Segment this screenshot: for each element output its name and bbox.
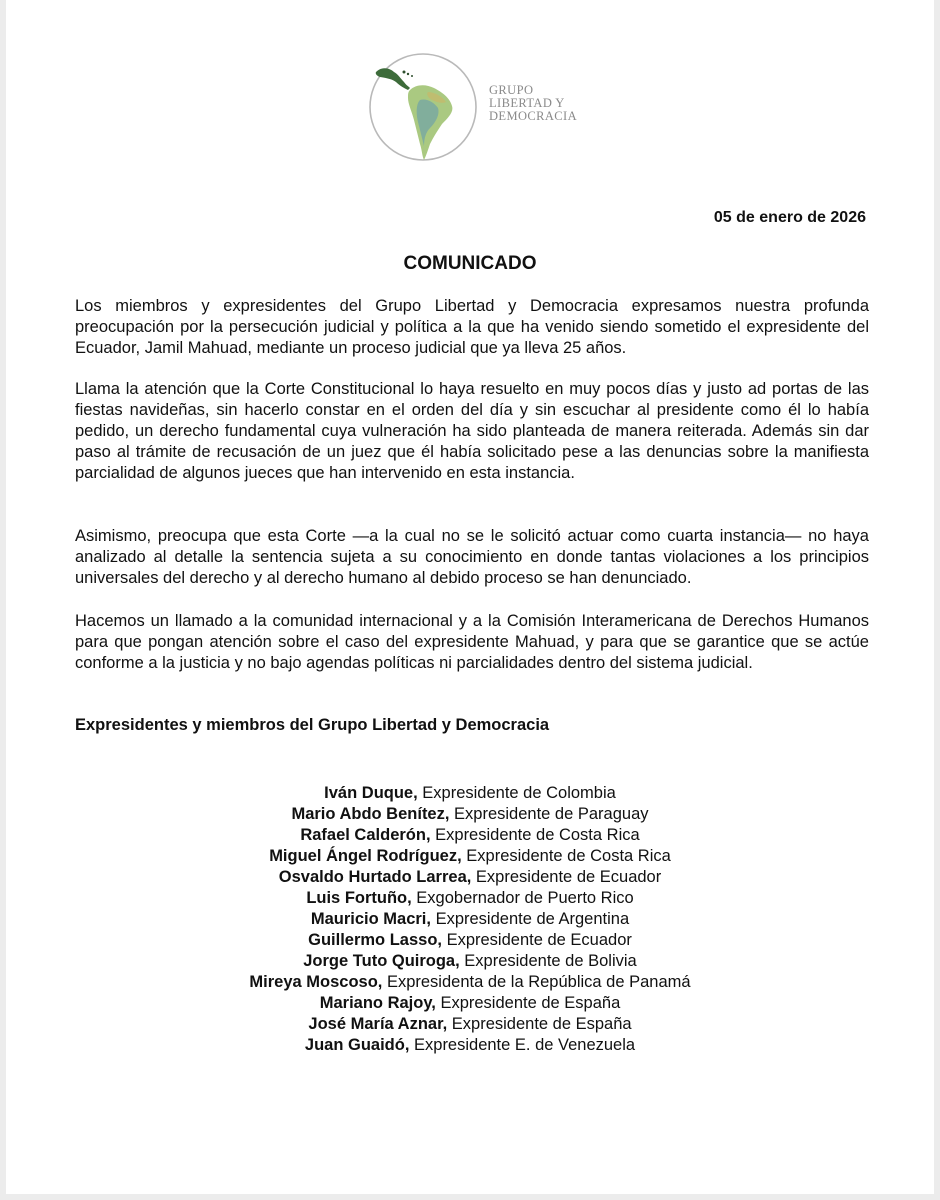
signatory-name: Osvaldo Hurtado Larrea, (278, 868, 472, 886)
signatory-role: Expresidente de España (435, 994, 621, 1012)
signatory-role: Expresidenta de la República de Panamá (382, 973, 691, 991)
signatory (6, 804, 934, 825)
signatory (6, 867, 934, 888)
paragraph-3: Asimismo, preocupa que esta Corte —a la cual no se le solicitó actuar como cuarta instancia— no haya analizado al detalle la sentencia sujeta a su conocimiento en donde tantas violaciones a los principios universales del derecho y al derecho humano al debido proceso se han denunciado. (75, 527, 869, 587)
signatory-role: Expresidente de Paraguay (449, 805, 649, 823)
signatory (6, 909, 934, 930)
signatory-name: Mario Abdo Benítez, (291, 805, 450, 823)
signatory-name: Luis Fortuño, (306, 889, 412, 907)
signatory-name: Iván Duque, (324, 784, 418, 802)
signatory-name: Juan Guaidó, (304, 1036, 410, 1054)
signatory (6, 951, 934, 972)
paragraph-4: Hacemos un llamado a la comunidad internacional y a la Comisión Interamericana de Derechos Humanos para que pongan atención sobre el caso del expresidente Mahuad, y para que se garantice que se actúe conforme a la justicia y no bajo agendas políticas ni parcialidades dentro del sistema judicial. (75, 612, 869, 672)
logo (368, 52, 608, 167)
signatory-name: Mauricio Macri, (310, 910, 431, 928)
signatory (6, 972, 934, 993)
signatory-role: Expresidente E. de Venezuela (409, 1036, 636, 1054)
signatory-role: Expresidente de Ecuador (442, 931, 632, 949)
signatory-role: Expresidente de Colombia (417, 784, 616, 802)
signatory-role: Expresidente de Argentina (430, 910, 630, 928)
document-title: COMUNICADO (403, 253, 537, 274)
signatory (6, 1035, 934, 1056)
signatory (6, 825, 934, 846)
signatory (6, 993, 934, 1014)
signatory-name: Mireya Moscoso, (249, 973, 383, 991)
signatory (6, 888, 934, 909)
signatories-list (6, 783, 934, 1056)
document-date: 05 de enero de 2026 (713, 209, 866, 226)
signatory (6, 783, 934, 804)
paragraph-2: Llama la atención que la Corte Constitucional lo haya resuelto en muy pocos días y justo ad portas de las fiestas navideñas, sin hacerlo constar en el orden del día y sin escuchar al presidente como él lo había pedido, un derecho fundamental cuya vulneración ha sido planteada de manera reiterada. Además sin dar paso al trámite de recusación de un juez que él había solicitado pese a las denuncias sobre la manifiesta parcialidad de algunos jueces que han intervenido en esta instancia. (75, 380, 869, 482)
logo-line-3: DEMOCRACIA (489, 109, 578, 123)
signatory-role: Expresidente de Bolivia (459, 952, 637, 970)
logo-line-2: LIBERTAD Y (489, 96, 565, 110)
signatory-name: Mariano Rajoy, (319, 994, 436, 1012)
paragraph-1: Los miembros y expresidentes del Grupo Libertad y Democracia expresamos nuestra profunda preocupación por la persecución judicial y política a la que ha venido siendo sometido el expresidente del Ecuador, Jamil Mahuad, mediante un proceso judicial que ya lleva 25 años. (75, 297, 869, 357)
signatory-name: Miguel Ángel Rodríguez, (269, 847, 462, 865)
signatory-name: José María Aznar, (308, 1015, 448, 1033)
signatory-name: Rafael Calderón, (300, 826, 431, 844)
latin-america-map-icon (368, 52, 478, 162)
signatory-role: Expresidente de España (447, 1015, 632, 1033)
signatory (6, 1014, 934, 1035)
signatory-role: Expresidente de Ecuador (471, 868, 662, 886)
signatory-role: Exgobernador de Puerto Rico (411, 889, 634, 907)
signatory-name: Guillermo Lasso, (308, 931, 442, 949)
signatories-heading: Expresidentes y miembros del Grupo Libertad y Democracia (75, 716, 550, 734)
logo-line-1: GRUPO (489, 83, 534, 97)
signatory-name: Jorge Tuto Quiroga, (303, 952, 460, 970)
signatory (6, 846, 934, 867)
signatory (6, 930, 934, 951)
signatory-role: Expresidente de Costa Rica (430, 826, 640, 844)
logo-wordmark (489, 84, 577, 123)
document-page (6, 0, 934, 1194)
signatory-role: Expresidente de Costa Rica (461, 847, 671, 865)
